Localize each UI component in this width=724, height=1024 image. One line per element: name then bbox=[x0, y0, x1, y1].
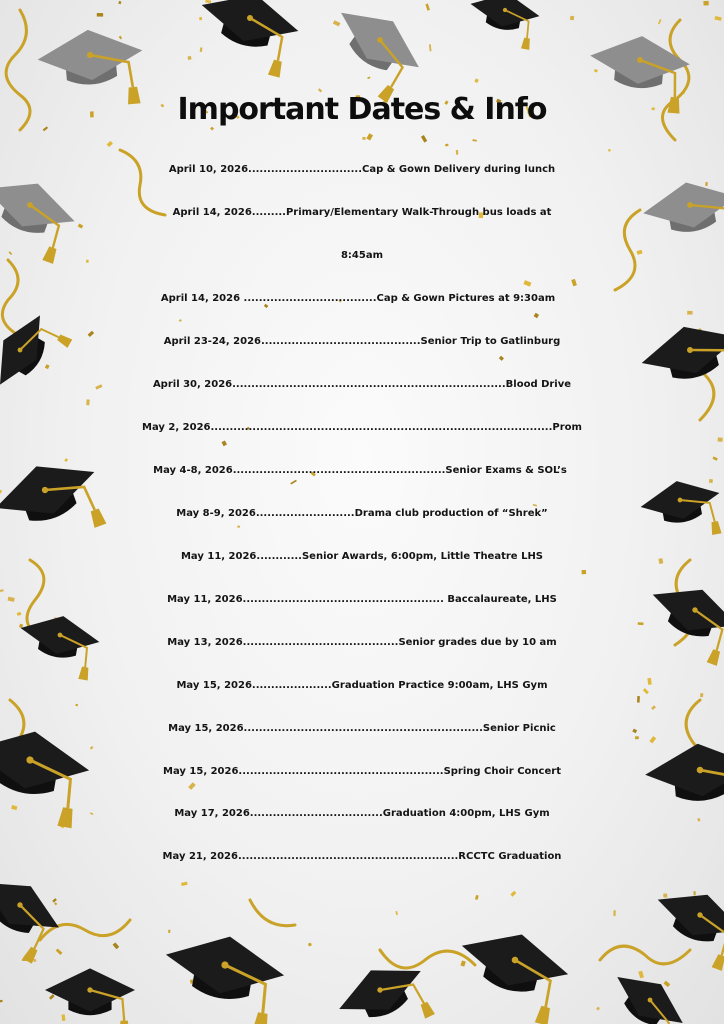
poster-title: Important Dates & Info bbox=[177, 92, 547, 127]
date-entry: May 13, 2026.........................................Senior grades due by 10 am bbox=[167, 637, 557, 648]
date-entry: May 2, 2026..........................................................................................Prom bbox=[142, 422, 582, 433]
date-entry: May 15, 2026......................................................Spring Choir Concert bbox=[163, 766, 561, 777]
date-entry: May 15, 2026.....................Graduation Practice 9:00am, LHS Gym bbox=[176, 680, 548, 691]
date-entry-continuation: 8:45am bbox=[340, 250, 384, 261]
date-entry: May 11, 2026............Senior Awards, 6:00pm, Little Theatre LHS bbox=[180, 551, 544, 562]
date-entry: May 17, 2026...................................Graduation 4:00pm, LHS Gym bbox=[174, 808, 550, 819]
date-entry: April 30, 2026........................................................................Blood Drive bbox=[152, 379, 572, 390]
date-entry: May 4-8, 2026........................................................Senior Exams & SOL’s bbox=[153, 465, 567, 476]
date-entry: April 10, 2026..............................Cap & Gown Delivery during lunch bbox=[168, 164, 556, 175]
date-entry: May 8-9, 2026..........................Drama club production of “Shrek” bbox=[176, 508, 548, 519]
date-entry: May 11, 2026..................................................... Baccalaureate, LHS bbox=[167, 594, 557, 605]
date-entry: May 21, 2026..........................................................RCCTC Graduation bbox=[162, 851, 562, 862]
date-entry: April 14, 2026.........Primary/Elementary Walk-Through bus loads at bbox=[172, 207, 552, 218]
date-entry: April 14, 2026 ...................................Cap & Gown Pictures at 9:30am bbox=[160, 293, 556, 304]
date-entry: May 15, 2026...............................................................Senior Picnic bbox=[168, 723, 556, 734]
date-entry: April 23-24, 2026..........................................Senior Trip to Gatlinburg bbox=[163, 336, 561, 347]
